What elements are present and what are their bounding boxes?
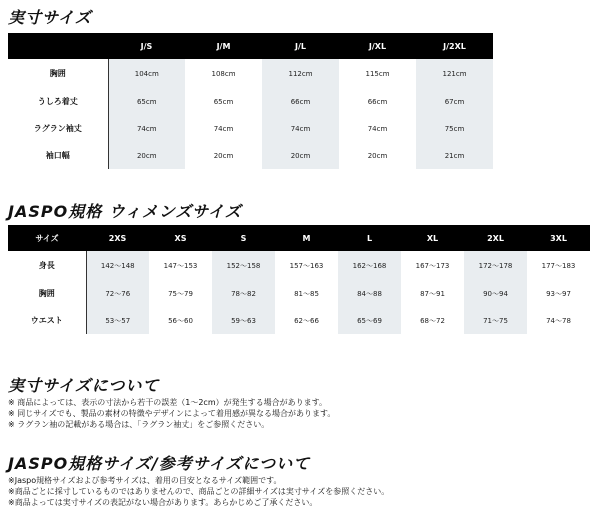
table-cell: 66cm xyxy=(367,97,388,106)
table-cell: 157〜163 xyxy=(289,261,324,270)
notes2-title: JASPO規格サイズ/参考サイズについて xyxy=(8,454,311,473)
table-cell: 68〜72 xyxy=(420,316,445,325)
table-cell: 74cm xyxy=(108,115,185,142)
table-cell: 147〜153 xyxy=(163,261,198,270)
table-cell: 20cm xyxy=(367,151,388,160)
table-row xyxy=(8,280,590,307)
note-line: ※ 商品によっては、表示の寸法から若干の誤差（1〜2cm）が発生する場合があります。 xyxy=(8,398,327,407)
row-label: 袖口幅 xyxy=(8,142,108,169)
table-cell: 152〜158 xyxy=(212,251,275,280)
table-cell: 74cm xyxy=(213,124,234,133)
header-size-xl: XL xyxy=(401,225,464,251)
jaspo-size-table xyxy=(8,225,590,334)
table-cell: 142〜148 xyxy=(86,251,149,280)
table-cell: 162〜168 xyxy=(338,251,401,280)
table-cell: 74cm xyxy=(262,115,339,142)
note-line: ※ ラグラン袖の記載がある場合は、「ラグラン袖丈」をご参照ください。 xyxy=(8,420,270,429)
header-size-xs: XS xyxy=(149,225,212,251)
notes2-list xyxy=(8,475,389,508)
table-cell: 172〜178 xyxy=(464,251,527,280)
header-size-3xl: 3XL xyxy=(527,225,590,251)
section1-title: 実寸サイズ xyxy=(8,8,92,27)
header-size-js: J/S xyxy=(108,33,185,59)
table-cell: 74cm xyxy=(367,124,388,133)
header-size-l: L xyxy=(338,225,401,251)
header-size-s: S xyxy=(212,225,275,251)
actual-size-header-row xyxy=(8,33,493,59)
table-cell: 71〜75 xyxy=(464,307,527,334)
table-cell: 75〜79 xyxy=(168,289,193,298)
table-cell: 108cm xyxy=(211,69,236,78)
table-cell: 62〜66 xyxy=(294,316,319,325)
table-cell: 104cm xyxy=(108,59,185,88)
jaspo-header-row xyxy=(8,225,590,251)
note-line: ※商品よっては実寸サイズの表記がない場合があります。あらかじめご了承ください。 xyxy=(8,498,318,507)
table-cell: 59〜63 xyxy=(212,307,275,334)
row-label: 胸囲 xyxy=(8,280,86,307)
note-line: ※Jaspo規格サイズおよび参考サイズは、着用の目安となるサイズ範囲です。 xyxy=(8,476,282,485)
actual-size-table xyxy=(8,33,493,169)
table-cell: 72〜76 xyxy=(86,280,149,307)
notes1-title: 実寸サイズについて xyxy=(8,376,160,395)
table-cell: 65cm xyxy=(213,97,234,106)
table-cell: 177〜183 xyxy=(541,261,576,270)
table-cell: 93〜97 xyxy=(546,289,571,298)
header-size-2xs: 2XS xyxy=(86,225,149,251)
header-size-2xl: 2XL xyxy=(464,225,527,251)
header-size-m: M xyxy=(275,225,338,251)
table-row xyxy=(8,307,590,334)
header-cell xyxy=(8,33,108,59)
table-cell: 66cm xyxy=(262,88,339,115)
row-label: 身長 xyxy=(8,251,86,280)
section2-title: JASPO規格 ウィメンズサイズ xyxy=(8,202,242,221)
table-cell: 87〜91 xyxy=(420,289,445,298)
table-row xyxy=(8,88,493,115)
header-size-j2xl: J/2XL xyxy=(416,33,493,59)
table-row xyxy=(8,59,493,88)
table-cell: 75cm xyxy=(416,115,493,142)
table-cell: 21cm xyxy=(416,142,493,169)
table-cell: 78〜82 xyxy=(212,280,275,307)
table-cell: 115cm xyxy=(365,69,390,78)
table-cell: 67cm xyxy=(416,88,493,115)
row-label: うしろ着丈 xyxy=(8,88,108,115)
table-row xyxy=(8,142,493,169)
table-cell: 20cm xyxy=(108,142,185,169)
table-cell: 121cm xyxy=(416,59,493,88)
header-size-jxl: J/XL xyxy=(339,33,416,59)
note-line: ※商品ごとに採寸しているものではありませんので、商品ごとの詳細サイズは実寸サイズを参照ください。 xyxy=(8,487,390,496)
table-cell: 20cm xyxy=(262,142,339,169)
note-line: ※ 同じサイズでも、製品の素材の特徴やデザインによって着用感が異なる場合があります。 xyxy=(8,409,336,418)
table-cell: 112cm xyxy=(262,59,339,88)
notes1-list xyxy=(8,397,335,430)
header-size-jm: J/M xyxy=(185,33,262,59)
table-cell: 167〜173 xyxy=(415,261,450,270)
header-size-jl: J/L xyxy=(262,33,339,59)
table-cell: 84〜88 xyxy=(338,280,401,307)
table-cell: 81〜85 xyxy=(294,289,319,298)
table-row xyxy=(8,251,590,280)
row-label: ウエスト xyxy=(8,307,86,334)
table-cell: 56〜60 xyxy=(168,316,193,325)
table-cell: 74〜78 xyxy=(546,316,571,325)
table-cell: 90〜94 xyxy=(464,280,527,307)
header-size-label: サイズ xyxy=(8,225,86,251)
table-row xyxy=(8,115,493,142)
table-cell: 20cm xyxy=(213,151,234,160)
table-cell: 65cm xyxy=(108,88,185,115)
row-label: 胸囲 xyxy=(8,59,108,88)
table-cell: 65〜69 xyxy=(338,307,401,334)
row-label: ラグラン袖丈 xyxy=(8,115,108,142)
table-cell: 53〜57 xyxy=(86,307,149,334)
